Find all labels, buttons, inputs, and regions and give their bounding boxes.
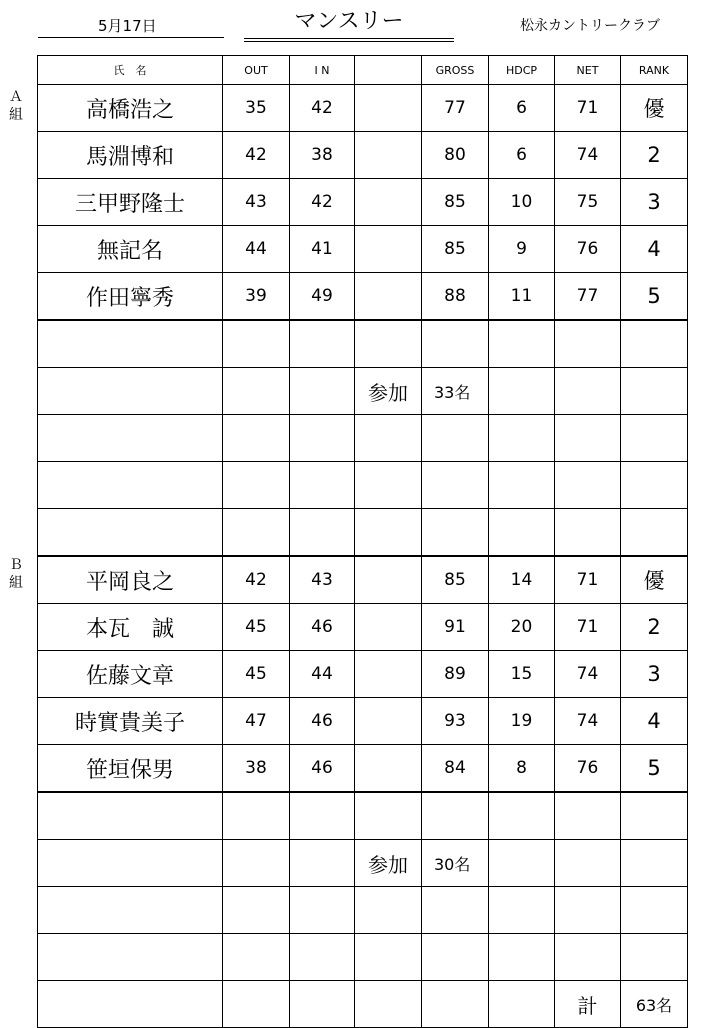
net-score: 74 — [555, 132, 621, 179]
empty-row — [38, 509, 688, 557]
table-row — [38, 651, 688, 698]
group-a-label: Ａ組 — [9, 89, 23, 123]
out-score: 47 — [223, 698, 290, 745]
in-score: 46 — [290, 698, 355, 745]
in-score: 46 — [290, 604, 355, 651]
hdcp-value: 11 — [489, 273, 555, 321]
table-row — [38, 604, 688, 651]
net-score: 76 — [555, 226, 621, 273]
net-score: 77 — [555, 273, 621, 321]
rank-value: 2 — [621, 604, 688, 651]
hdcp-value: 20 — [489, 604, 555, 651]
title-underline — [244, 38, 454, 39]
gross-score: 89 — [422, 651, 489, 698]
col-header-hdcp: HDCP — [489, 56, 555, 85]
gross-score: 93 — [422, 698, 489, 745]
blank-cell — [355, 273, 422, 321]
title-underline-double — [244, 41, 454, 42]
in-score: 42 — [290, 179, 355, 226]
col-header-gross: GROSS — [422, 56, 489, 85]
player-name: 笹垣保男 — [38, 745, 223, 793]
hdcp-value: 19 — [489, 698, 555, 745]
player-name: 時實貴美子 — [38, 698, 223, 745]
table-row — [38, 179, 688, 226]
table-row — [38, 132, 688, 179]
empty-row — [38, 415, 688, 462]
table-row — [38, 273, 688, 321]
table-header-row — [38, 56, 688, 85]
blank-cell — [355, 132, 422, 179]
total-row — [38, 981, 688, 1028]
participation-label: 参加 — [355, 368, 422, 415]
rank-value: 3 — [621, 651, 688, 698]
hdcp-value: 6 — [489, 85, 555, 132]
player-name: 馬淵博和 — [38, 132, 223, 179]
blank-cell — [355, 179, 422, 226]
hdcp-value: 9 — [489, 226, 555, 273]
col-header-out: OUT — [223, 56, 290, 85]
in-score: 43 — [290, 556, 355, 604]
total-label: 計 — [555, 981, 621, 1028]
out-score: 35 — [223, 85, 290, 132]
in-score: 44 — [290, 651, 355, 698]
out-score: 45 — [223, 604, 290, 651]
rank-value: 3 — [621, 179, 688, 226]
out-score: 38 — [223, 745, 290, 793]
table-row — [38, 745, 688, 793]
net-score: 71 — [555, 604, 621, 651]
out-score: 43 — [223, 179, 290, 226]
net-score: 71 — [555, 556, 621, 604]
in-score: 42 — [290, 85, 355, 132]
participation-count: 33名 — [422, 368, 489, 415]
hdcp-value: 15 — [489, 651, 555, 698]
hdcp-value: 6 — [489, 132, 555, 179]
rank-value: 2 — [621, 132, 688, 179]
blank-cell — [355, 698, 422, 745]
rank-value: 5 — [621, 745, 688, 793]
player-name: 三甲野隆士 — [38, 179, 223, 226]
participation-row — [38, 840, 688, 887]
net-score: 74 — [555, 651, 621, 698]
empty-row — [38, 792, 688, 840]
col-header-blank — [355, 56, 422, 85]
blank-cell — [355, 226, 422, 273]
hdcp-value: 10 — [489, 179, 555, 226]
empty-row — [38, 934, 688, 981]
out-score: 39 — [223, 273, 290, 321]
rank-value: 4 — [621, 698, 688, 745]
hdcp-value: 8 — [489, 745, 555, 793]
blank-cell — [355, 556, 422, 604]
out-score: 45 — [223, 651, 290, 698]
participation-row — [38, 368, 688, 415]
empty-row — [38, 462, 688, 509]
player-name: 平岡良之 — [38, 556, 223, 604]
blank-cell — [355, 85, 422, 132]
rank-value: 4 — [621, 226, 688, 273]
date-label: 5月17日 — [38, 14, 224, 38]
rank-value: 優 — [621, 85, 688, 132]
player-name: 佐藤文章 — [38, 651, 223, 698]
col-header-rank: RANK — [621, 56, 688, 85]
out-score: 42 — [223, 556, 290, 604]
participation-label: 参加 — [355, 840, 422, 887]
in-score: 38 — [290, 132, 355, 179]
gross-score: 85 — [422, 226, 489, 273]
gross-score: 77 — [422, 85, 489, 132]
in-score: 49 — [290, 273, 355, 321]
participation-count: 30名 — [422, 840, 489, 887]
empty-row — [38, 320, 688, 368]
gross-score: 84 — [422, 745, 489, 793]
blank-cell — [355, 651, 422, 698]
net-score: 74 — [555, 698, 621, 745]
col-header-net: NET — [555, 56, 621, 85]
hdcp-value: 14 — [489, 556, 555, 604]
net-score: 75 — [555, 179, 621, 226]
player-name: 無記名 — [38, 226, 223, 273]
player-name: 作田寧秀 — [38, 273, 223, 321]
col-header-in: I N — [290, 56, 355, 85]
col-header-name: 氏 名 — [38, 56, 223, 85]
rank-value: 5 — [621, 273, 688, 321]
blank-cell — [355, 745, 422, 793]
in-score: 46 — [290, 745, 355, 793]
group-b-label: Ｂ組 — [9, 557, 23, 591]
gross-score: 85 — [422, 556, 489, 604]
table-row — [38, 85, 688, 132]
in-score: 41 — [290, 226, 355, 273]
club-name: 松永カントリークラブ — [520, 18, 660, 34]
total-count: 63名 — [621, 981, 688, 1028]
out-score: 42 — [223, 132, 290, 179]
table-row — [38, 226, 688, 273]
gross-score: 88 — [422, 273, 489, 321]
table-row — [38, 556, 688, 604]
rank-value: 優 — [621, 556, 688, 604]
gross-score: 91 — [422, 604, 489, 651]
table-row — [38, 698, 688, 745]
net-score: 71 — [555, 85, 621, 132]
results-table — [37, 55, 688, 1028]
page-title: マンスリー — [294, 9, 404, 34]
empty-row — [38, 887, 688, 934]
gross-score: 85 — [422, 179, 489, 226]
net-score: 76 — [555, 745, 621, 793]
out-score: 44 — [223, 226, 290, 273]
blank-cell — [355, 604, 422, 651]
gross-score: 80 — [422, 132, 489, 179]
player-name: 本瓦 誠 — [38, 604, 223, 651]
player-name: 高橋浩之 — [38, 85, 223, 132]
